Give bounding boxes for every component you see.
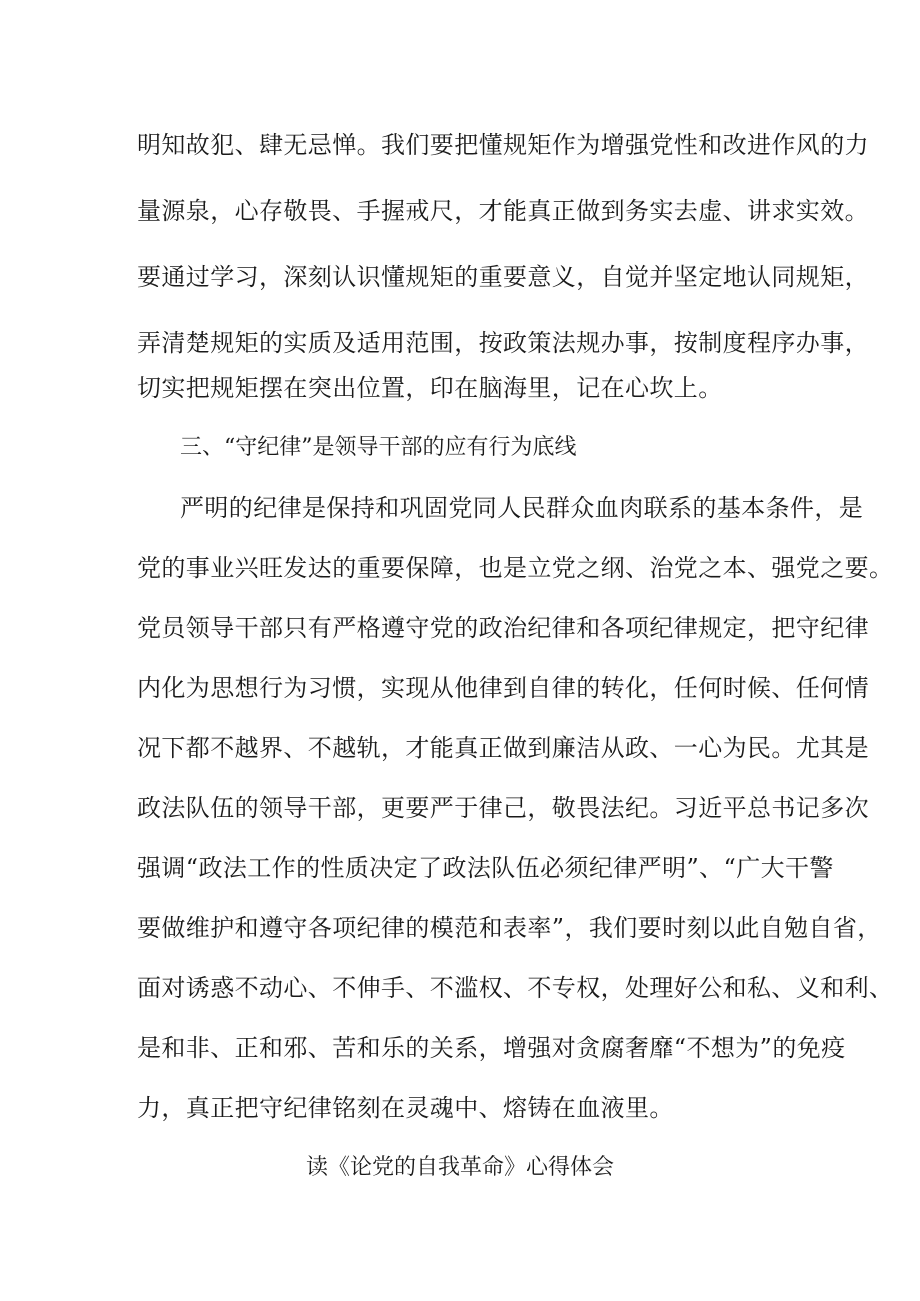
- paragraph-line: 政法队伍的领导干部，更要严于律己，敬畏法纪。习近平总书记多次: [137, 794, 869, 822]
- paragraph-line: 内化为思想行为习惯，实现从他律到自律的转化，任何时候、任何情: [137, 674, 869, 702]
- paragraph-line: 强调“政法工作的性质决定了政法队伍必须纪律严明”、“广大干警: [137, 854, 834, 882]
- paragraph-line: 弄清楚规矩的实质及适用范围，按政策法规办事，按制度程序办事，: [137, 329, 869, 357]
- paragraph-line: 量源泉，心存敬畏、手握戒尺，才能真正做到务实去虚、讲求实效。: [137, 197, 869, 225]
- paragraph-line: 党员领导干部只有严格遵守党的政治纪律和各项纪律规定，把守纪律: [137, 614, 869, 642]
- paragraph-line: 面对诱惑不动心、不伸手、不滥权、不专权，处理好公和私、义和利、: [137, 974, 894, 1002]
- paragraph-line: 要通过学习，深刻认识懂规矩的重要意义，自觉并坚定地认同规矩，: [137, 263, 869, 291]
- section-heading: 三、“守纪律”是领导干部的应有行为底线: [180, 435, 577, 460]
- paragraph-line-last: 切实把规矩摆在突出位置，印在脑海里，记在心坎上。: [137, 374, 723, 402]
- paragraph-line: 是和非、正和邪、苦和乐的关系，增强对贪腐奢靡“不想为”的免疫: [137, 1034, 846, 1062]
- paragraph-line: 要做维护和遵守各项纪律的模范和表率”，我们要时刻以此自勉自省，: [137, 914, 882, 942]
- paragraph-line: 党的事业兴旺发达的重要保障，也是立党之纲、治党之本、强党之要。: [137, 554, 894, 582]
- paragraph-line: 明知故犯、肆无忌惮。我们要把懂规矩作为增强党性和改进作风的力: [137, 131, 869, 159]
- paragraph-line: 况下都不越界、不越轨，才能真正做到廉洁从政、一心为民。尤其是: [137, 734, 869, 762]
- article-title: 读《论党的自我革命》心得体会: [305, 1155, 614, 1180]
- paragraph-line-first: 严明的纪律是保持和巩固党同人民群众血肉联系的基本条件，是: [180, 494, 864, 522]
- paragraph-line-last: 力，真正把守纪律铭刻在灵魂中、熔铸在血液里。: [137, 1094, 674, 1122]
